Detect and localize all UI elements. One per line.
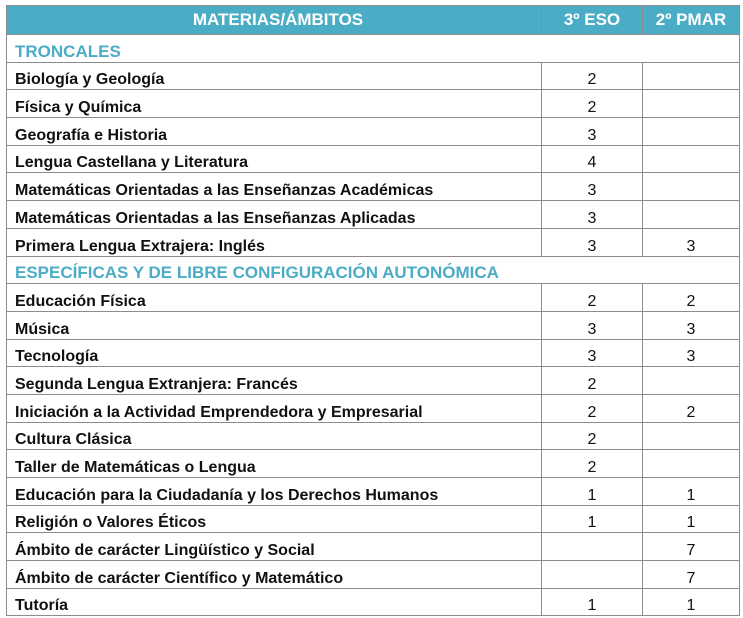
table-row (7, 228, 740, 256)
table-row (7, 367, 740, 395)
table-row (7, 284, 740, 312)
section-row (7, 256, 740, 284)
hours-3-eso (542, 561, 643, 589)
hours-3-eso: 3 (542, 118, 643, 146)
hours-2-pmar (643, 90, 740, 118)
hours-3-eso: 3 (542, 311, 643, 339)
hours-3-eso: 2 (542, 367, 643, 395)
subject-name: Física y Química (7, 90, 542, 118)
header-3-eso: 3º ESO (542, 6, 643, 35)
subject-name: Cultura Clásica (7, 422, 542, 450)
hours-2-pmar (643, 118, 740, 146)
subject-name: Ámbito de carácter Lingüístico y Social (7, 533, 542, 561)
hours-3-eso: 2 (542, 284, 643, 312)
hours-3-eso: 2 (542, 62, 643, 90)
section-title: ESPECÍFICAS Y DE LIBRE CONFIGURACIÓN AUTONÓMICA (7, 256, 740, 284)
subject-name: Geografía e Historia (7, 118, 542, 146)
hours-2-pmar: 1 (643, 478, 740, 506)
hours-2-pmar (643, 201, 740, 229)
hours-3-eso: 2 (542, 450, 643, 478)
hours-2-pmar (643, 367, 740, 395)
hours-3-eso: 3 (542, 228, 643, 256)
table-row (7, 339, 740, 367)
hours-2-pmar: 3 (643, 228, 740, 256)
hours-3-eso: 1 (542, 505, 643, 533)
hours-3-eso: 2 (542, 394, 643, 422)
subject-name: Tecnología (7, 339, 542, 367)
hours-3-eso: 1 (542, 478, 643, 506)
subject-name: Primera Lengua Extrajera: Inglés (7, 228, 542, 256)
hours-2-pmar: 1 (643, 505, 740, 533)
table-row (7, 145, 740, 173)
header-2-pmar: 2º PMAR (643, 6, 740, 35)
hours-3-eso: 3 (542, 201, 643, 229)
subject-name: Educación para la Ciudadanía y los Derechos Humanos (7, 478, 542, 506)
section-title: TRONCALES (7, 35, 740, 63)
table-row (7, 62, 740, 90)
subject-name: Lengua Castellana y Literatura (7, 145, 542, 173)
hours-2-pmar (643, 145, 740, 173)
table-row (7, 173, 740, 201)
table-row (7, 311, 740, 339)
hours-3-eso: 4 (542, 145, 643, 173)
hours-3-eso (542, 533, 643, 561)
hours-3-eso: 2 (542, 422, 643, 450)
subject-name: Biología y Geología (7, 62, 542, 90)
table-row (7, 450, 740, 478)
table-row (7, 478, 740, 506)
subject-name: Segunda Lengua Extranjera: Francés (7, 367, 542, 395)
hours-2-pmar (643, 422, 740, 450)
hours-3-eso: 1 (542, 588, 643, 616)
subject-name: Religión o Valores Éticos (7, 505, 542, 533)
hours-2-pmar: 2 (643, 394, 740, 422)
hours-2-pmar (643, 173, 740, 201)
hours-3-eso: 2 (542, 90, 643, 118)
table-row (7, 561, 740, 589)
table-row (7, 588, 740, 616)
hours-2-pmar (643, 62, 740, 90)
subject-name: Matemáticas Orientadas a las Enseñanzas Académicas (7, 173, 542, 201)
table-row (7, 422, 740, 450)
hours-2-pmar: 3 (643, 311, 740, 339)
subject-name: Matemáticas Orientadas a las Enseñanzas Aplicadas (7, 201, 542, 229)
hours-2-pmar: 3 (643, 339, 740, 367)
subjects-table (6, 5, 740, 616)
section-row (7, 35, 740, 63)
table-row (7, 533, 740, 561)
hours-2-pmar (643, 450, 740, 478)
table-body (7, 35, 740, 616)
hours-3-eso: 3 (542, 173, 643, 201)
hours-2-pmar: 7 (643, 533, 740, 561)
table-row (7, 505, 740, 533)
hours-2-pmar: 1 (643, 588, 740, 616)
table-row (7, 394, 740, 422)
subject-name: Educación Física (7, 284, 542, 312)
subject-name: Ámbito de carácter Científico y Matemático (7, 561, 542, 589)
subject-name: Tutoría (7, 588, 542, 616)
subject-name: Taller de Matemáticas o Lengua (7, 450, 542, 478)
table-row (7, 201, 740, 229)
header-subjects: MATERIAS/ÁMBITOS (7, 6, 542, 35)
table-row (7, 118, 740, 146)
table-row (7, 90, 740, 118)
hours-2-pmar: 2 (643, 284, 740, 312)
subject-name: Música (7, 311, 542, 339)
table-header (7, 6, 740, 35)
hours-2-pmar: 7 (643, 561, 740, 589)
hours-3-eso: 3 (542, 339, 643, 367)
subject-name: Iniciación a la Actividad Emprendedora y Empresarial (7, 394, 542, 422)
